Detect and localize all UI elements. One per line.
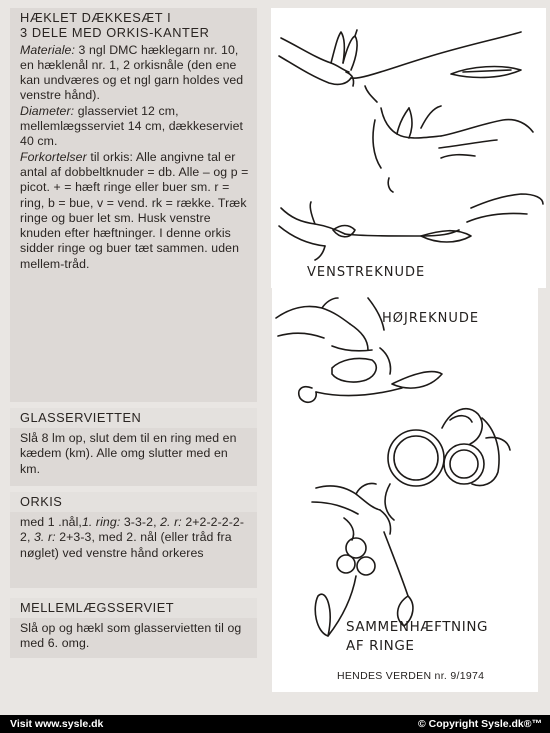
footer-copyright: © Copyright Sysle.dk®™ [418,718,542,730]
diameter-label: Diameter: [20,103,75,118]
materials-text: 3 ngl DMC hæklegarn nr. 10, en hæklenål nr. 1, 2 orkisnåle (den ene kan undværes og et ngl garn holdes ved venstre hånd). [20,42,244,103]
left-knot-illustration [271,8,546,288]
orkis-text [20,515,250,561]
orkis-heading: ORKIS [10,492,257,512]
footer-bar [0,715,550,733]
abbreviations-paragraph [20,150,250,272]
article-title-line2: 3 DELE MED ORKIS-KANTER [20,25,210,41]
left-knot-caption: VENSTREKNUDE [307,265,426,280]
right-knot-illustration [272,288,538,692]
orkis-ring1-label: 1. ring: [81,515,121,529]
glasservietten-text: Slå 8 lm op, slut dem til en ring med en kædem (km). Alle omg slutter med en km. [20,431,237,476]
text-column [0,0,262,715]
glasservietten-box [10,428,257,486]
mellemlaegsserviet-box [10,618,257,658]
right-knot-caption: HØJREKNUDE [382,311,480,326]
materials-paragraph [20,43,250,104]
join-caption-line1: SAMMENHÆFTNING [346,619,489,635]
diameter-text: glasserviet 12 cm, mellemlægsserviet 14 cm, dækkeserviet 40 cm. [20,103,244,149]
orkis-ring3-values: 2+3-3, [55,530,99,545]
abbreviations-label: Forkortelser [20,149,87,164]
orkis-ring3-label: 3. r: [33,530,56,545]
orkis-ring2-label: 2. r: [160,515,182,529]
mellemlaegsserviet-text: Slå op og hækl som glasservietten til og med 6. omg. [20,621,242,651]
hands-tatting-drawing-bottom [272,288,538,692]
orkis-box [10,512,257,588]
source-credit: HENDES VERDEN nr. 9/1974 [337,670,485,682]
abbreviations-text: til orkis: Alle angivne tal er antal af dobbeltknuder = db. Alle – og p = picot. + = hæft ringe eller buer sm. r = ring, b = bue, v = vend. rk = række. Træk ringe og buer let sm. Husk venstre knuden efter hæftninger. I denne orkis sidder ringe og buer tæt sammen. uden mellem-tråd. [20,149,249,271]
article-title-line1: HÆKLET DÆKKESÆT I [20,10,172,25]
orkis-ring2-values: 2+2-2-2-2-2, [20,515,245,545]
orkis-needle-note: med 1 .nål, [20,515,82,529]
materials-label: Materiale: [20,42,75,57]
diameter-paragraph [20,104,250,150]
join-caption-line2: AF RINGE [346,638,415,654]
glasservietten-heading: GLASSERVIETTEN [10,408,257,428]
orkis-ring1-values: 3-3-2, [120,515,161,529]
hands-tatting-drawing-top [271,8,546,288]
mellemlaegsserviet-heading: MELLEMLÆGSSERVIET [10,598,257,618]
orkis-second-needle-note: med 2. nål (eller tråd fra nøglet) ved venstre hånd orkeres [20,530,232,560]
footer-visit-link[interactable]: Visit www.sysle.dk [10,718,104,730]
intro-box [10,8,257,402]
